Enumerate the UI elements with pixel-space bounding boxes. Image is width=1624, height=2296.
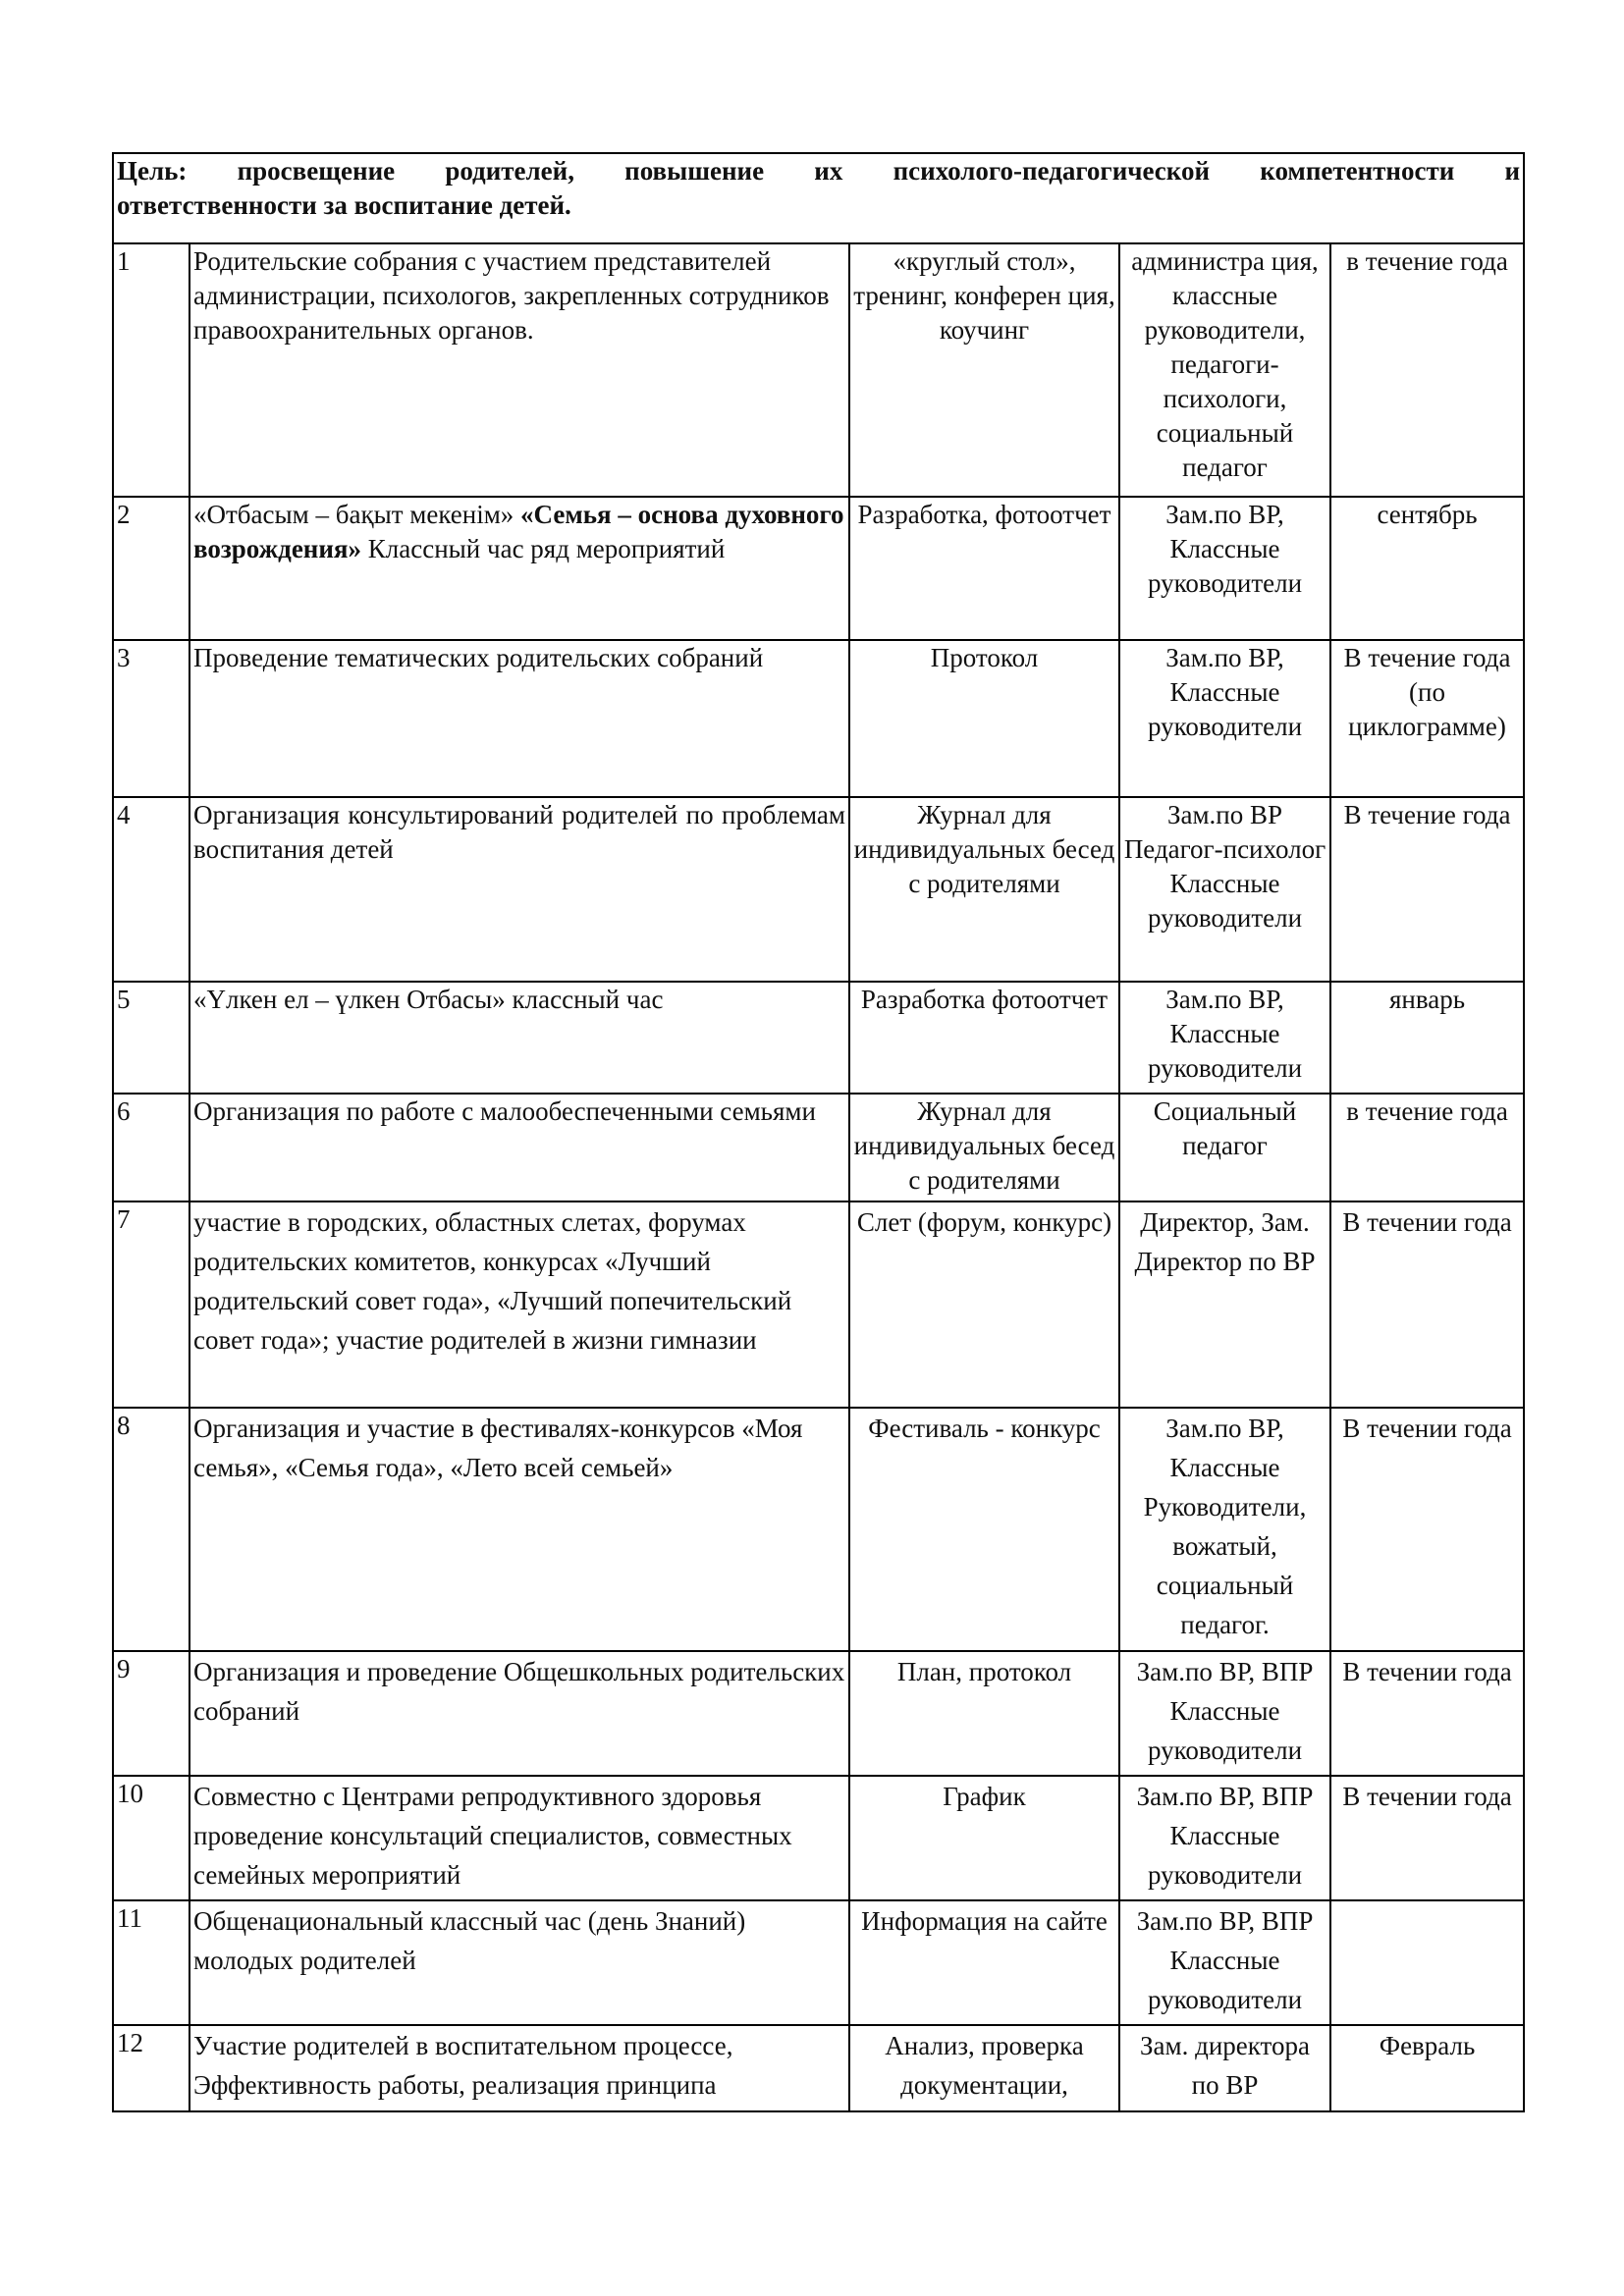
event-cell: «Үлкен ел – үлкен Отбасы» классный час [189, 982, 849, 1094]
table-row [113, 1651, 1524, 1776]
deadline-cell: В течении года [1330, 1776, 1524, 1900]
row-number: 5 [113, 982, 189, 1094]
responsible-cell: Зам. директора по ВР [1119, 2025, 1330, 2111]
table-row [113, 1094, 1524, 1201]
table-row [113, 797, 1524, 982]
goal-row [113, 153, 1524, 243]
event-cell: Организация по работе с малообеспеченными семьями [189, 1094, 849, 1201]
deadline-cell: в течение года [1330, 243, 1524, 497]
row-number: 8 [113, 1408, 189, 1651]
responsible-cell: Зам.по ВР, ВПР Классные руководители [1119, 1900, 1330, 2025]
goal-cell [113, 153, 1524, 243]
table-row [113, 640, 1524, 797]
goal-line-2: ответственности за воспитание детей. [117, 190, 571, 220]
event-cell: Организация и проведение Общешкольных родительских собраний [189, 1651, 849, 1776]
responsible-cell: Зам.по ВР, Классные руководители [1119, 497, 1330, 640]
event-cell: Общенациональный классный час (день Знаний) молодых родителей [189, 1900, 849, 2025]
table-row [113, 2025, 1524, 2111]
event-cell: участие в городских, областных слетах, форумах родительских комитетов, конкурсах «Лучший родительский совет года», «Лучший попечительский совет года»; участие родителей в жизни гимназии [189, 1201, 849, 1408]
deadline-cell: сентябрь [1330, 497, 1524, 640]
form-cell: Анализ, проверка документации, [849, 2025, 1119, 2111]
row-number: 11 [113, 1900, 189, 2025]
form-cell: График [849, 1776, 1119, 1900]
responsible-cell: Зам.по ВР, ВПР Классные руководители [1119, 1651, 1330, 1776]
form-cell: Журнал для индивидуальных бесед с родителями [849, 1094, 1119, 1201]
deadline-cell: январь [1330, 982, 1524, 1094]
table-row [113, 1201, 1524, 1408]
form-cell: Разработка фотоотчет [849, 982, 1119, 1094]
row-number: 10 [113, 1776, 189, 1900]
deadline-cell: В течении года [1330, 1201, 1524, 1408]
responsible-cell: Зам.по ВР, ВПР Классные руководители [1119, 1776, 1330, 1900]
responsible-cell: Зам.по ВР, Классные Руководители, вожатый, социальный педагог. [1119, 1408, 1330, 1651]
form-cell: Протокол [849, 640, 1119, 797]
deadline-cell: Февраль [1330, 2025, 1524, 2111]
event-cell: Родительские собрания с участием представителей администрации, психологов, закрепленных сотрудников правоохранительных органов. [189, 243, 849, 497]
event-cell: Организация и участие в фестивалях-конкурсов «Моя семья», «Семья года», «Лето всей семьей» [189, 1408, 849, 1651]
event-cell: Организация консультирований родителей по проблемам воспитания детей [189, 797, 849, 982]
table-row [113, 497, 1524, 640]
deadline-cell: В течении года [1330, 1651, 1524, 1776]
form-cell: Информация на сайте [849, 1900, 1119, 2025]
table-row [113, 1900, 1524, 2025]
responsible-cell: Директор, Зам. Директор по ВР [1119, 1201, 1330, 1408]
responsible-cell: Зам.по ВР, Классные руководители [1119, 982, 1330, 1094]
form-cell: Фестиваль - конкурс [849, 1408, 1119, 1651]
form-cell: «круглый стол», тренинг, конферен ция, коучинг [849, 243, 1119, 497]
form-cell: Слет (форум, конкурс) [849, 1201, 1119, 1408]
row-number: 4 [113, 797, 189, 982]
responsible-cell: Социальный педагог [1119, 1094, 1330, 1201]
row-number: 1 [113, 243, 189, 497]
table-row [113, 982, 1524, 1094]
row-number: 12 [113, 2025, 189, 2111]
row-number: 6 [113, 1094, 189, 1201]
deadline-cell: в течение года [1330, 1094, 1524, 1201]
responsible-cell: админиcтра ция, классные руководители, педагоги-психологи, социальный педагог [1119, 243, 1330, 497]
deadline-cell: В течении года [1330, 1408, 1524, 1651]
form-cell: План, протокол [849, 1651, 1119, 1776]
row-number: 3 [113, 640, 189, 797]
table-row [113, 243, 1524, 497]
row-number: 2 [113, 497, 189, 640]
event-text: Классный час ряд мероприятий [361, 534, 726, 563]
row-number: 9 [113, 1651, 189, 1776]
responsible-cell: Зам.по ВР, Классные руководители [1119, 640, 1330, 797]
event-cell [189, 497, 849, 640]
event-cell: Проведение тематических родительских собраний [189, 640, 849, 797]
plan-table [112, 152, 1525, 2112]
goal-line-1: Цель: просвещение родителей, повышение их психолого-педагогической компетентности и [117, 156, 1521, 186]
event-text: «Отбасым – бақыт мекенім» [193, 500, 521, 529]
responsible-cell: Зам.по ВР Педагог-психолог Классные руководители [1119, 797, 1330, 982]
deadline-cell: В течение года [1330, 797, 1524, 982]
deadline-cell: В течение года (по циклограмме) [1330, 640, 1524, 797]
event-cell: Совместно с Центрами репродуктивного здоровья проведение консультаций специалистов, совместных семейных мероприятий [189, 1776, 849, 1900]
event-cell: Участие родителей в воспитательном процессе, Эффективность работы, реализация принципа [189, 2025, 849, 2111]
table-row [113, 1408, 1524, 1651]
form-cell: Разработка, фотоотчет [849, 497, 1119, 640]
row-number: 7 [113, 1201, 189, 1408]
deadline-cell [1330, 1900, 1524, 2025]
form-cell: Журнал для индивидуальных бесед с родителями [849, 797, 1119, 982]
event-title-bold: «Семья – основа духовного возрождения» [193, 500, 844, 563]
table-row [113, 1776, 1524, 1900]
